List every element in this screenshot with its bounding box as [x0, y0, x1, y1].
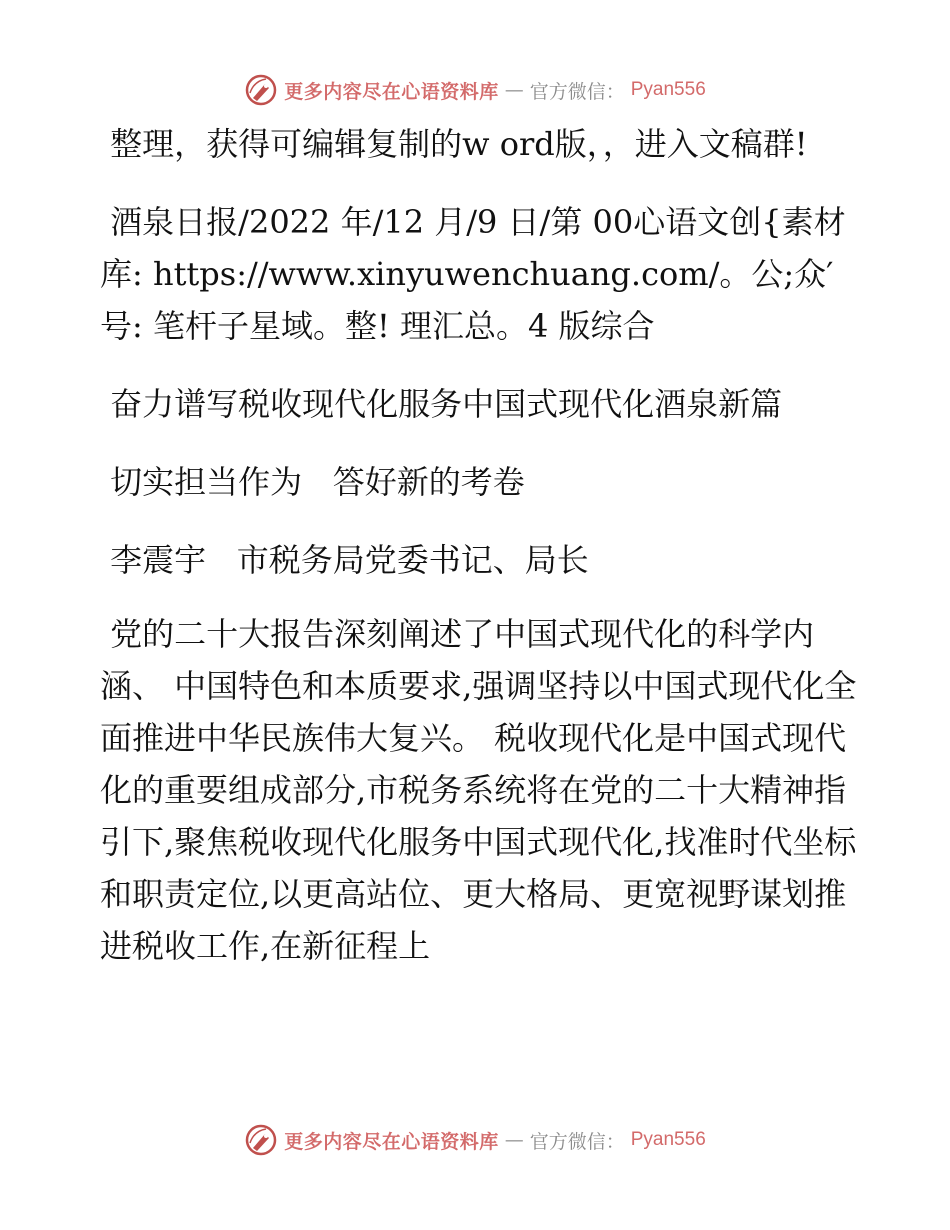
header-watermark — [0, 70, 950, 110]
watermark-text: 更多内容尽在心语资料库 — [284, 1130, 499, 1153]
source-paragraph: 酒泉日报/2022 年/12 月/9 日/第 00心语文创{素材库: https://www.xinyuwenchuang.com/。公;众′号: 笔杆子星域。整! 理汇总。4 版综合 — [100, 203, 846, 345]
pen-nib-logo-icon — [244, 73, 278, 107]
body-paragraph: 党的二十大报告深刻阐述了中国式现代化的科学内涵、 中国特色和本质要求,强调坚持以中国式现代化全面推进中华民族伟大复兴。 税收现代化是中国式现代化的重要组成部分,市税务系统将在党的二十大精神指引下,聚焦税收现代化服务中国式现代化,找准时代坐标和职责定位,以更高站位、更大格局、更宽视野谋划推进税收工作,在新征程上 — [100, 615, 857, 965]
wechat-id: Pyan556 — [630, 1129, 706, 1150]
watermark-text: 更多内容尽在心语资料库 — [284, 80, 499, 103]
footer-watermark — [0, 1120, 950, 1160]
headline: 奋力谱写税收现代化服务中国式现代化酒泉新篇 — [100, 385, 783, 423]
wechat-label: 官方微信： — [529, 80, 625, 103]
wechat-label: 官方微信： — [529, 1130, 625, 1153]
intro-paragraph: 整理，获得可编辑复制的w ord版，，进入文稿群! — [100, 125, 808, 163]
wechat-id: Pyan556 — [630, 79, 706, 100]
watermark-separator: — — [504, 79, 524, 101]
watermark-separator: — — [504, 1129, 524, 1151]
document-body — [100, 118, 860, 972]
subtitle: 切实担当作为 答好新的考卷 — [100, 463, 525, 501]
author-line: 李震宇 市税务局党委书记、局长 — [100, 541, 589, 579]
pen-nib-logo-icon — [244, 1123, 278, 1157]
